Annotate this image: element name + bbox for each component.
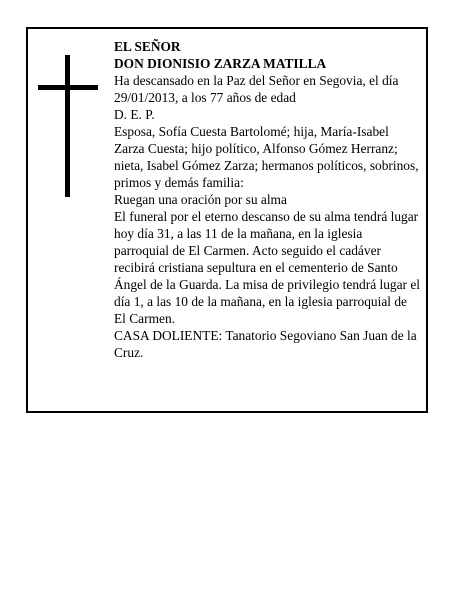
obituary-title: EL SEÑOR xyxy=(114,39,181,54)
deceased-name: DON DIONISIO ZARZA MATILLA xyxy=(114,56,327,71)
obituary-text xyxy=(114,38,420,361)
cross-icon xyxy=(38,55,98,197)
death-announcement: Ha descansado en la Paz del Señor en Segovia, el día 29/01/2013, a los 77 años de edad xyxy=(114,73,399,105)
prayer-request: Ruegan una oración por su alma xyxy=(114,192,287,207)
family-list: Esposa, Sofía Cuesta Bartolomé; hija, María-Isabel Zarza Cuesta; hijo político, Alfonso Gómez Herranz; nieta, Isabel Gómez Zarza; hermanos políticos, sobrinos, primos y demás familia: xyxy=(114,124,419,190)
cross-horizontal-bar xyxy=(38,85,98,90)
rip-text: D. E. P. xyxy=(114,107,155,122)
mourning-house: CASA DOLIENTE: Tanatorio Segoviano San Juan de la Cruz. xyxy=(114,328,417,360)
funeral-details: El funeral por el eterno descanso de su alma tendrá lugar hoy día 31, a las 11 de la mañana, en la iglesia parroquial de El Carmen. Acto seguido el cadáver recibirá cristiana sepultura en el cementerio de Santo Ángel de la Guarda. La misa de privilegio tendrá lugar el día 1, a las 10 de la mañana, en la iglesia parroquial de El Carmen. xyxy=(114,209,421,326)
cross-vertical-bar xyxy=(65,55,70,197)
